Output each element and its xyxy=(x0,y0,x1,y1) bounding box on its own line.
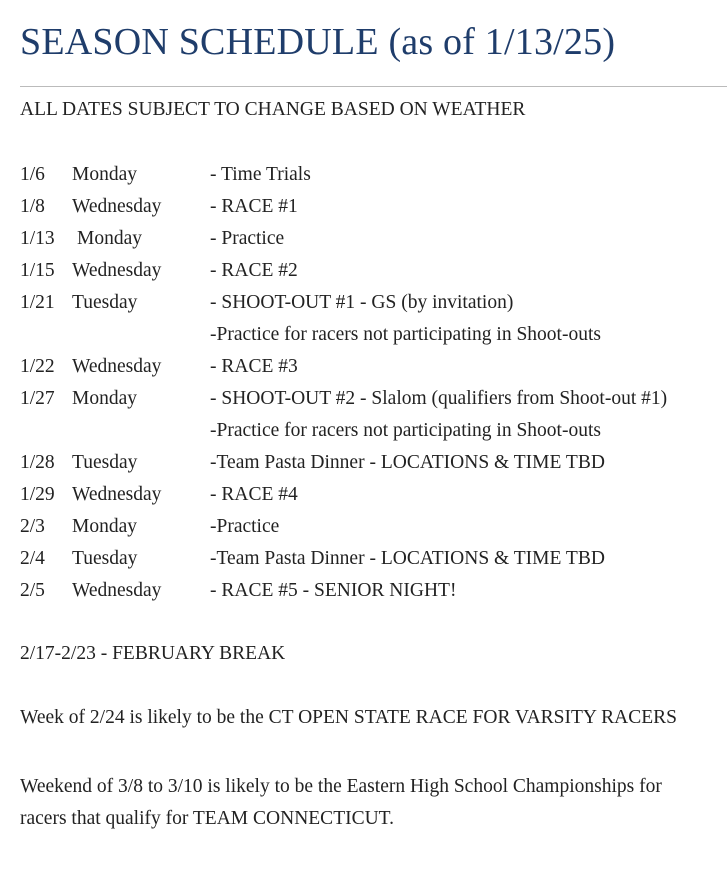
schedule-day: Monday xyxy=(72,388,137,409)
schedule-event: - RACE #5 - SENIOR NIGHT! xyxy=(210,580,457,601)
schedule-row xyxy=(20,579,727,611)
schedule-date: 1/27 xyxy=(20,388,55,409)
schedule-date: 1/15 xyxy=(20,260,55,281)
schedule-date: 1/28 xyxy=(20,452,55,473)
schedule-event: - Time Trials xyxy=(210,164,311,185)
schedule-event: - SHOOT-OUT #2 - Slalom (qualifiers from Shoot-out #1) xyxy=(210,388,668,409)
schedule-row xyxy=(20,547,727,579)
schedule-event: -Team Pasta Dinner - LOCATIONS & TIME TBD xyxy=(210,452,605,473)
schedule-row xyxy=(20,195,727,227)
schedule-date: 1/8 xyxy=(20,196,45,217)
schedule-event: -Practice for racers not participating in Shoot-outs xyxy=(210,420,601,441)
title-divider xyxy=(20,86,727,87)
schedule-event: - RACE #2 xyxy=(210,260,298,281)
schedule-event: - Practice xyxy=(210,228,285,249)
weather-notice: ALL DATES SUBJECT TO CHANGE BASED ON WEATHER xyxy=(20,99,526,120)
schedule-row xyxy=(20,355,727,387)
schedule-event: - RACE #4 xyxy=(210,484,298,505)
schedule-day: Monday xyxy=(72,164,137,185)
schedule-day: Wednesday xyxy=(72,484,162,505)
schedule-day: Tuesday xyxy=(72,452,138,473)
schedule-row xyxy=(20,227,727,259)
schedule-event: -Team Pasta Dinner - LOCATIONS & TIME TBD xyxy=(210,548,605,569)
schedule-event: - RACE #1 xyxy=(210,196,298,217)
schedule-row xyxy=(20,419,727,451)
schedule-day: Wednesday xyxy=(72,580,162,601)
schedule-date: 1/6 xyxy=(20,164,45,185)
schedule-event: - SHOOT-OUT #1 - GS (by invitation) xyxy=(210,292,514,313)
schedule-day: Wednesday xyxy=(72,196,162,217)
schedule-row xyxy=(20,323,727,355)
schedule-row xyxy=(20,291,727,323)
schedule-day: Monday xyxy=(72,516,137,537)
schedule-row xyxy=(20,451,727,483)
schedule-date: 1/29 xyxy=(20,484,55,505)
schedule-event: - RACE #3 xyxy=(210,356,298,377)
schedule-date: 2/4 xyxy=(20,548,45,569)
schedule-date: 2/5 xyxy=(20,580,45,601)
schedule-list xyxy=(20,163,727,611)
eastern-championships-note xyxy=(20,771,662,835)
february-break-note: 2/17-2/23 - FEBRUARY BREAK xyxy=(20,643,286,664)
schedule-day: Monday xyxy=(77,228,142,249)
schedule-date: 1/13 xyxy=(20,228,55,249)
state-race-note: Week of 2/24 is likely to be the CT OPEN STATE RACE FOR VARSITY RACERS xyxy=(20,707,678,728)
schedule-event: -Practice xyxy=(210,516,280,537)
schedule-day: Tuesday xyxy=(72,548,138,569)
eastern-line-2: racers that qualify for TEAM CONNECTICUT. xyxy=(20,808,395,829)
eastern-line-1: Weekend of 3/8 to 3/10 is likely to be the Eastern High School Championships for xyxy=(20,776,662,797)
schedule-row xyxy=(20,163,727,195)
schedule-day: Tuesday xyxy=(72,292,138,313)
schedule-event: -Practice for racers not participating in Shoot-outs xyxy=(210,324,601,345)
schedule-row xyxy=(20,515,727,547)
schedule-date: 1/21 xyxy=(20,292,55,313)
schedule-day: Wednesday xyxy=(72,356,162,377)
schedule-date: 1/22 xyxy=(20,356,55,377)
schedule-row xyxy=(20,259,727,291)
schedule-date: 2/3 xyxy=(20,516,45,537)
page-title: SEASON SCHEDULE (as of 1/13/25) xyxy=(20,21,616,63)
schedule-row xyxy=(20,483,727,515)
schedule-row xyxy=(20,387,727,419)
schedule-day: Wednesday xyxy=(72,260,162,281)
